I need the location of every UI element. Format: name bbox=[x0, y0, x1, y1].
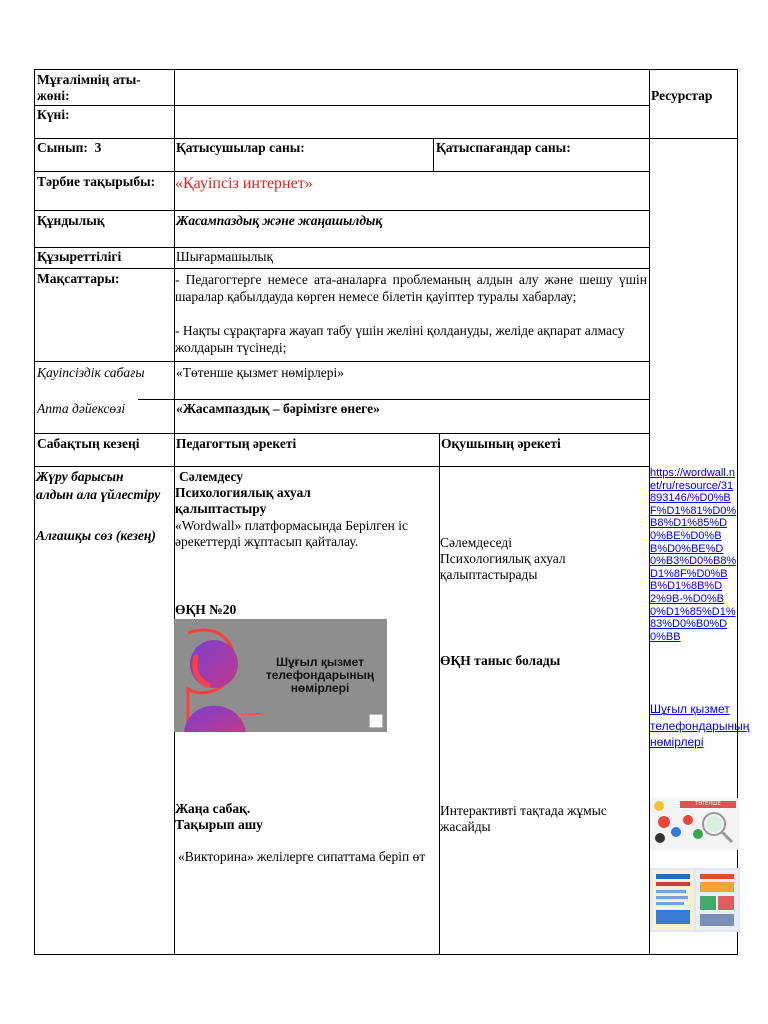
value-text: Жасампаздық және жаңашылдық bbox=[176, 213, 383, 228]
okn-heading: ӨҚН №20 bbox=[175, 602, 237, 617]
day-label: Күні: bbox=[37, 107, 70, 122]
wordwall-resource-link[interactable]: https://wordwall.net/ru/resource/31893146/%D0%BF%D1%81%D0%B8%D1%85%D0%BE%D0%BB%D0%BE%D0%B3%D0%B8%D1%8F%D0%BB%D1%8B%D2%9B-%D0%B0%D1%85%D1%83%D0%B0%D0%BB bbox=[650, 467, 737, 643]
topic-open-heading: Тақырып ашу bbox=[175, 817, 263, 832]
table-border-left bbox=[34, 69, 35, 955]
teacher-name-label: Мұғалімнің аты-жөні: bbox=[37, 72, 141, 103]
safety-lesson-label: Қауіпсіздік сабағы bbox=[37, 365, 145, 380]
greeting-heading: Сәлемдесу bbox=[179, 469, 244, 484]
mood-heading: Психологиялық ахуал қалыптастыру bbox=[175, 485, 311, 516]
emergency-numbers-slide bbox=[174, 619, 387, 732]
topic-label: Тәрбие тақырыбы: bbox=[37, 174, 156, 189]
goals-text-1: - Педагогтерге немесе ата-аналарға проблеманың алдын алу және шешу үшін шаралар қабылдауда көрген немесе білетін қауіптер туралы хабарлау; bbox=[175, 272, 647, 304]
row-divider bbox=[34, 433, 649, 434]
safety-infographic-poster bbox=[650, 868, 740, 932]
row-divider bbox=[34, 268, 649, 269]
table-border-bottom bbox=[34, 954, 737, 955]
row-divider bbox=[34, 466, 649, 467]
grade-label: Сынып: 3 bbox=[37, 140, 102, 155]
quiz-task: «Викторина» желілерге сипаттама беріп өт bbox=[178, 849, 426, 864]
row-divider bbox=[34, 361, 649, 362]
column-divider bbox=[433, 138, 434, 172]
competency-label: Құзыреттілігі bbox=[37, 249, 122, 264]
row-divider bbox=[34, 171, 649, 172]
row-divider bbox=[34, 210, 649, 211]
student-okn-action: ӨҚН таныс болады bbox=[440, 653, 561, 668]
student-board-action: Интерактивті тақтада жұмыс жасайды bbox=[440, 803, 607, 834]
competency-value: Шығармашылық bbox=[176, 249, 274, 264]
stage-intro: Алғашқы сөз (кезең) bbox=[36, 528, 156, 543]
stage-column-header: Сабақтың кезеңі bbox=[37, 436, 140, 451]
table-border-top bbox=[34, 69, 737, 70]
absent-count-label: Қатыспағандар саны: bbox=[436, 140, 571, 155]
row-divider-short bbox=[138, 399, 174, 400]
safety-lesson-value: «Төтенше қызмет нөмірлері» bbox=[176, 365, 345, 380]
row-divider bbox=[34, 105, 649, 106]
emergency-services-poster bbox=[650, 798, 740, 850]
week-quote-label: Апта дәйексөзі bbox=[37, 401, 126, 416]
wordwall-task: «Wordwall» платформасында Берілген іс әрекеттерді жұптасып қайталау. bbox=[175, 518, 408, 549]
resources-header: Ресурстар bbox=[651, 88, 713, 103]
row-divider bbox=[34, 138, 737, 139]
emergency-icons-graphic bbox=[650, 798, 740, 850]
infographic-graphic bbox=[650, 868, 740, 932]
slide-title: Шұғыл қызмет телефондарының нөмірлері bbox=[265, 655, 375, 695]
student-column-header: Оқушының әрекеті bbox=[441, 436, 561, 451]
stage-name: Жүру барысын алдын ала үйлестіру bbox=[36, 469, 161, 502]
row-divider bbox=[34, 247, 649, 248]
column-divider bbox=[439, 433, 440, 955]
value-label: Құндылық bbox=[37, 213, 105, 228]
student-greet-action: Сәлемдеседі Психологиялық ахуал қалыптастырады bbox=[440, 535, 566, 582]
present-count-label: Қатысушылар саны: bbox=[176, 140, 305, 155]
week-quote-value: «Жасампаздық – бәрімізге өнеге» bbox=[176, 401, 380, 416]
topic-value: «Қауіпсіз интернет» bbox=[175, 175, 313, 192]
goals-label: Мақсаттары: bbox=[37, 271, 120, 286]
row-divider bbox=[174, 399, 649, 400]
teacher-column-header: Педагогтың әрекеті bbox=[176, 436, 297, 451]
goals-text-2: - Нақты сұрақтарға жауап табу үшін желіні қолдануды, желіде ақпарат алмасу жолдарын түсінеді; bbox=[175, 323, 625, 355]
slide-corner-badge bbox=[369, 714, 383, 728]
new-lesson-heading: Жаңа сабақ. bbox=[175, 801, 251, 816]
poster-title: ТӨТЕНШЕ ҚЫЗМЕТТЕР bbox=[680, 801, 736, 808]
emergency-numbers-link[interactable]: Шұғыл қызмет телефондарының нөмірлері bbox=[650, 702, 750, 749]
